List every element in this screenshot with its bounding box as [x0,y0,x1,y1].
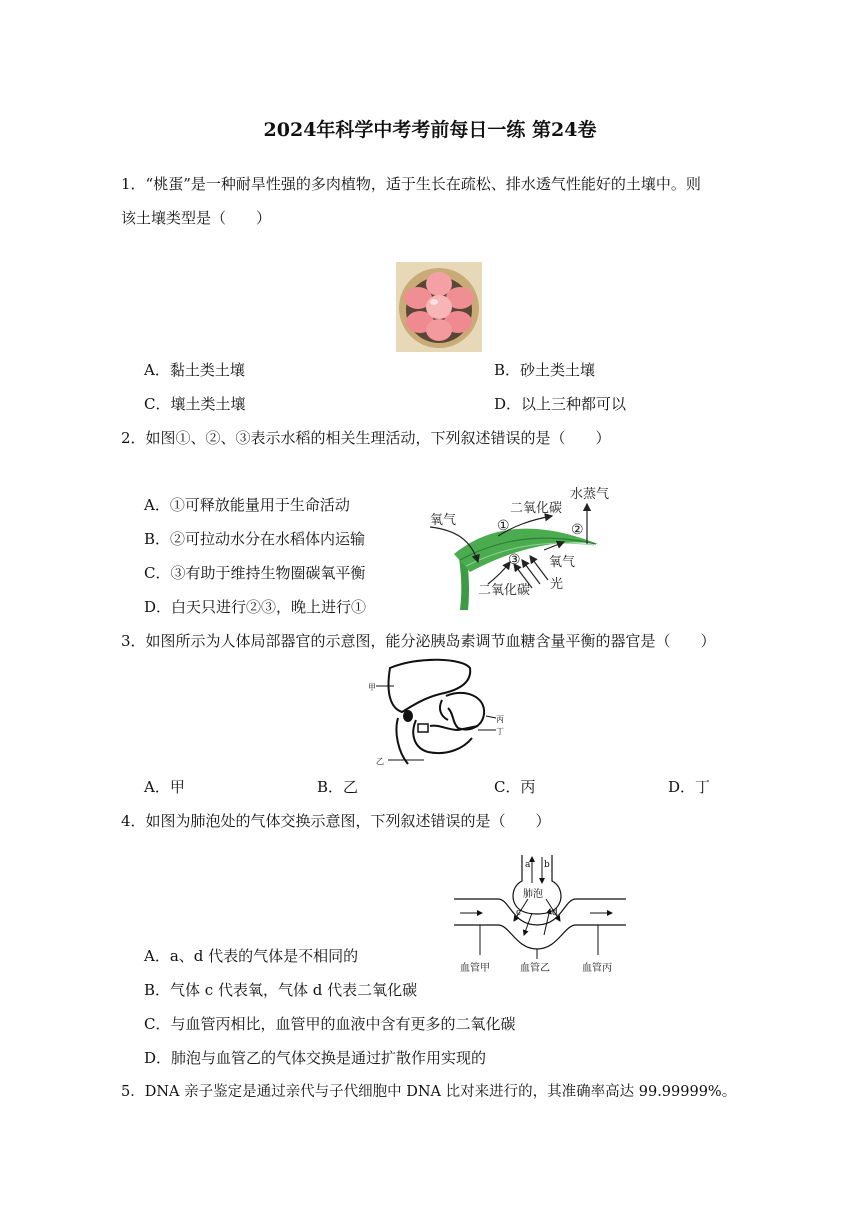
option-label: B． [144,981,171,999]
option-label: C． [144,1015,171,1033]
question-3-number: 3． [121,632,146,650]
option-text: 黏土类土壤 [169,361,245,379]
option-text: a、d 代表的气体是不相同的 [169,947,359,965]
question-1-option-d [494,394,626,414]
option-label: D． [144,598,172,616]
label-vessel-yi: 血管乙 [520,963,550,974]
question-2-option-b [144,529,365,549]
label-vessel-jia: 血管甲 [460,963,490,974]
label-light: 光 [550,577,564,592]
label-vessel-bing: 血管丙 [582,963,612,974]
question-1-option-c [144,394,246,414]
option-label: B． [317,778,344,796]
option-label: B． [494,361,521,379]
option-text: 乙 [343,778,359,796]
option-text: 以上三种都可以 [521,395,627,413]
question-3-option-a [144,777,185,797]
alveolus-gas-exchange-figure [452,853,628,981]
question-4-option-a [144,946,358,966]
question-2-option-d [144,597,366,617]
label-mark-1: ① [497,518,510,534]
succulent-figure [396,262,482,352]
question-2-number: 2． [121,429,146,447]
option-label: D． [494,395,522,413]
option-label: C． [144,564,171,582]
question-1-number: 1． [121,175,146,193]
label-oxygen-left: 氧气 [430,513,457,528]
option-text: 丁 [695,778,711,796]
option-text: 丙 [520,778,536,796]
option-text: 气体 c 代表氧，气体 d 代表二氧化碳 [170,981,418,999]
option-label: C． [144,395,171,413]
question-1-line-2: 该土壤类型是（ ） [121,209,272,227]
question-3-option-c [494,777,536,797]
digestive-organs-figure [368,656,528,768]
label-mark-3: ③ [508,552,521,568]
label-ding: 丁 [496,727,504,736]
question-1-option-b [494,360,595,380]
label-bing: 丙 [496,715,504,724]
label-water-vapor: 水蒸气 [570,487,610,502]
rice-leaf-figure [426,480,656,615]
option-text: ②可拉动水分在水稻体内运输 [170,530,366,548]
question-2-line-1 [121,428,611,448]
question-5-number: 5． [121,1084,145,1100]
question-2-option-c [144,563,366,583]
label-co2-top: 二氧化碳 [510,501,563,516]
option-label: B． [144,530,171,548]
label-c: c [516,908,522,918]
option-text: ①可释放能量用于生命活动 [169,496,350,514]
option-label: D． [144,1049,172,1067]
option-label: A． [144,778,170,796]
question-4-line-1 [121,811,551,831]
option-text: 与血管丙相比，血管甲的血液中含有更多的二氧化碳 [170,1015,516,1033]
page-title: 2024年科学中考考前每日一练 第24卷 [263,119,597,141]
option-text: 砂土类土壤 [520,361,596,379]
question-3-stem: 如图所示为人体局部器官的示意图，能分泌胰岛素调节血糖含量平衡的器官是（ ） [145,632,716,650]
option-text: 壤土类土壤 [170,395,246,413]
option-label: D． [668,778,696,796]
label-yi: 乙 [376,757,384,766]
question-4-option-c [144,1014,516,1034]
label-jia: 甲 [368,683,376,692]
question-4-stem: 如图为肺泡处的气体交换示意图，下列叙述错误的是（ ） [145,812,551,830]
label-oxygen-right: 氧气 [549,555,576,570]
option-text: 肺泡与血管乙的气体交换是通过扩散作用实现的 [171,1049,487,1067]
question-4-number: 4． [121,812,146,830]
question-5-stem: DNA 亲子鉴定是通过亲代与子代细胞中 DNA 比对来进行的，其准确率高达 99.99999%。 [144,1084,737,1100]
question-5-line-1 [121,1082,736,1102]
question-4-option-b [144,980,417,1000]
question-1-option-a [144,360,245,380]
label-alveolus: 肺泡 [523,889,543,900]
question-2-stem: 如图①、②、③表示水稻的相关生理活动，下列叙述错误的是（ ） [145,429,611,447]
label-a: a [525,860,531,870]
question-1-line-1 [121,174,701,194]
question-3-option-d [668,777,710,797]
label-co2-bottom: 二氧化碳 [478,583,531,598]
option-text: 白天只进行②③，晚上进行① [171,598,367,616]
question-2-option-a [144,495,350,515]
option-label: A． [144,496,170,514]
label-mark-2: ② [571,522,584,538]
option-label: C． [494,778,521,796]
option-text: ③有助于维持生物圈碳氧平衡 [170,564,366,582]
option-label: A． [144,361,170,379]
option-label: A． [144,947,170,965]
label-d: d [552,908,558,918]
option-text: 甲 [169,778,185,796]
question-3-option-b [317,777,358,797]
label-b: b [544,860,550,870]
question-3-line-1 [121,631,716,651]
question-4-option-d [144,1048,486,1068]
question-1-stem: “桃蛋”是一种耐旱性强的多肉植物，适于生长在疏松、排水透气性能好的土壤中。则 [145,175,701,193]
